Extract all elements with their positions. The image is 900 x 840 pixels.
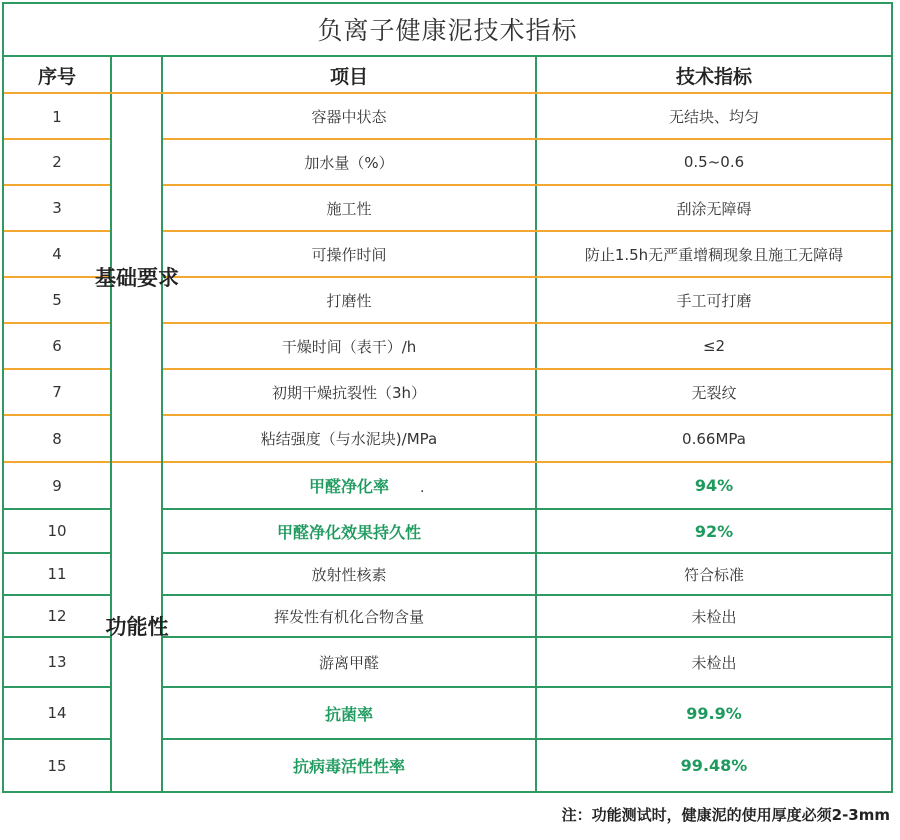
- row-13-no: 13: [47, 653, 67, 671]
- row-13-spec: 未检出: [691, 653, 737, 672]
- row-8-spec: 0.66MPa: [682, 429, 746, 448]
- header-spec: 技术指标: [675, 66, 752, 88]
- page-title: 负离子健康泥技术指标: [2, 2, 893, 57]
- row-12-spec: 未检出: [691, 607, 737, 626]
- row-11-spec: 符合标准: [683, 565, 744, 584]
- row-3-item: 施工性: [326, 199, 372, 218]
- header-no: 序号: [37, 66, 76, 88]
- row-15-spec: 99.48%: [680, 756, 748, 775]
- row-2-item: 加水量（%）: [304, 153, 394, 172]
- row-7-no: 7: [52, 383, 62, 401]
- row-7-spec: 无裂纹: [691, 383, 737, 402]
- row-10-spec: 92%: [694, 521, 734, 541]
- footnote: 注：功能测试时，健康泥的使用厚度必须2-3mm: [561, 806, 890, 824]
- row-14-spec: 99.9%: [686, 703, 742, 723]
- row-1-spec: 无结块、均匀: [668, 108, 759, 126]
- row-9-spec: 94%: [694, 476, 734, 495]
- row-4-no: 4: [52, 245, 62, 263]
- row-10-item: 甲醛净化效果持久性: [276, 522, 421, 542]
- row-5-item: 打磨性: [326, 291, 372, 310]
- row-14-item: 抗菌率: [324, 704, 373, 724]
- row-4-item: 可操作时间: [311, 245, 387, 264]
- row-9-item: 甲醛净化率: [308, 477, 389, 496]
- row-12-item: 挥发性有机化合物含量: [273, 607, 424, 626]
- row-15-no: 15: [47, 756, 67, 775]
- row-1-no: 1: [52, 107, 62, 126]
- row-8-no: 8: [52, 429, 62, 448]
- row-10-no: 10: [47, 522, 67, 540]
- category-basic: 基 础 要 求: [95, 265, 179, 290]
- row-11-item: 放射性核素: [311, 565, 387, 584]
- row-6-no: 6: [52, 337, 62, 355]
- row-11-no: 11: [47, 565, 67, 583]
- stray-dot: ·: [420, 484, 425, 500]
- row-4-spec: 防止1.5h无严重增稠现象且施工无障碍: [584, 245, 844, 264]
- row-3-spec: 刮涂无障碍: [676, 199, 752, 218]
- row-14-no: 14: [47, 704, 67, 722]
- row-6-spec: ≤2: [702, 337, 726, 355]
- row-15-item: 抗病毒活性性率: [292, 757, 405, 776]
- category-function: 功 能 性: [105, 614, 169, 639]
- row-2-spec: 0.5~0.6: [683, 153, 745, 171]
- row-5-no: 5: [52, 291, 62, 309]
- row-9-no: 9: [52, 476, 62, 495]
- row-12-no: 12: [47, 607, 67, 625]
- row-5-spec: 手工可打磨: [676, 291, 752, 310]
- row-2-no: 2: [52, 153, 62, 171]
- row-1-item: 容器中状态: [311, 108, 387, 126]
- row-7-item: 初期干燥抗裂性（3h）: [271, 383, 427, 402]
- header-item: 项目: [329, 66, 368, 88]
- row-13-item: 游离甲醛: [318, 653, 379, 672]
- row-3-no: 3: [52, 199, 62, 217]
- row-6-item: 干燥时间（表干）/h: [281, 337, 417, 356]
- row-8-item: 粘结强度（与水泥块)/MPa: [260, 430, 438, 448]
